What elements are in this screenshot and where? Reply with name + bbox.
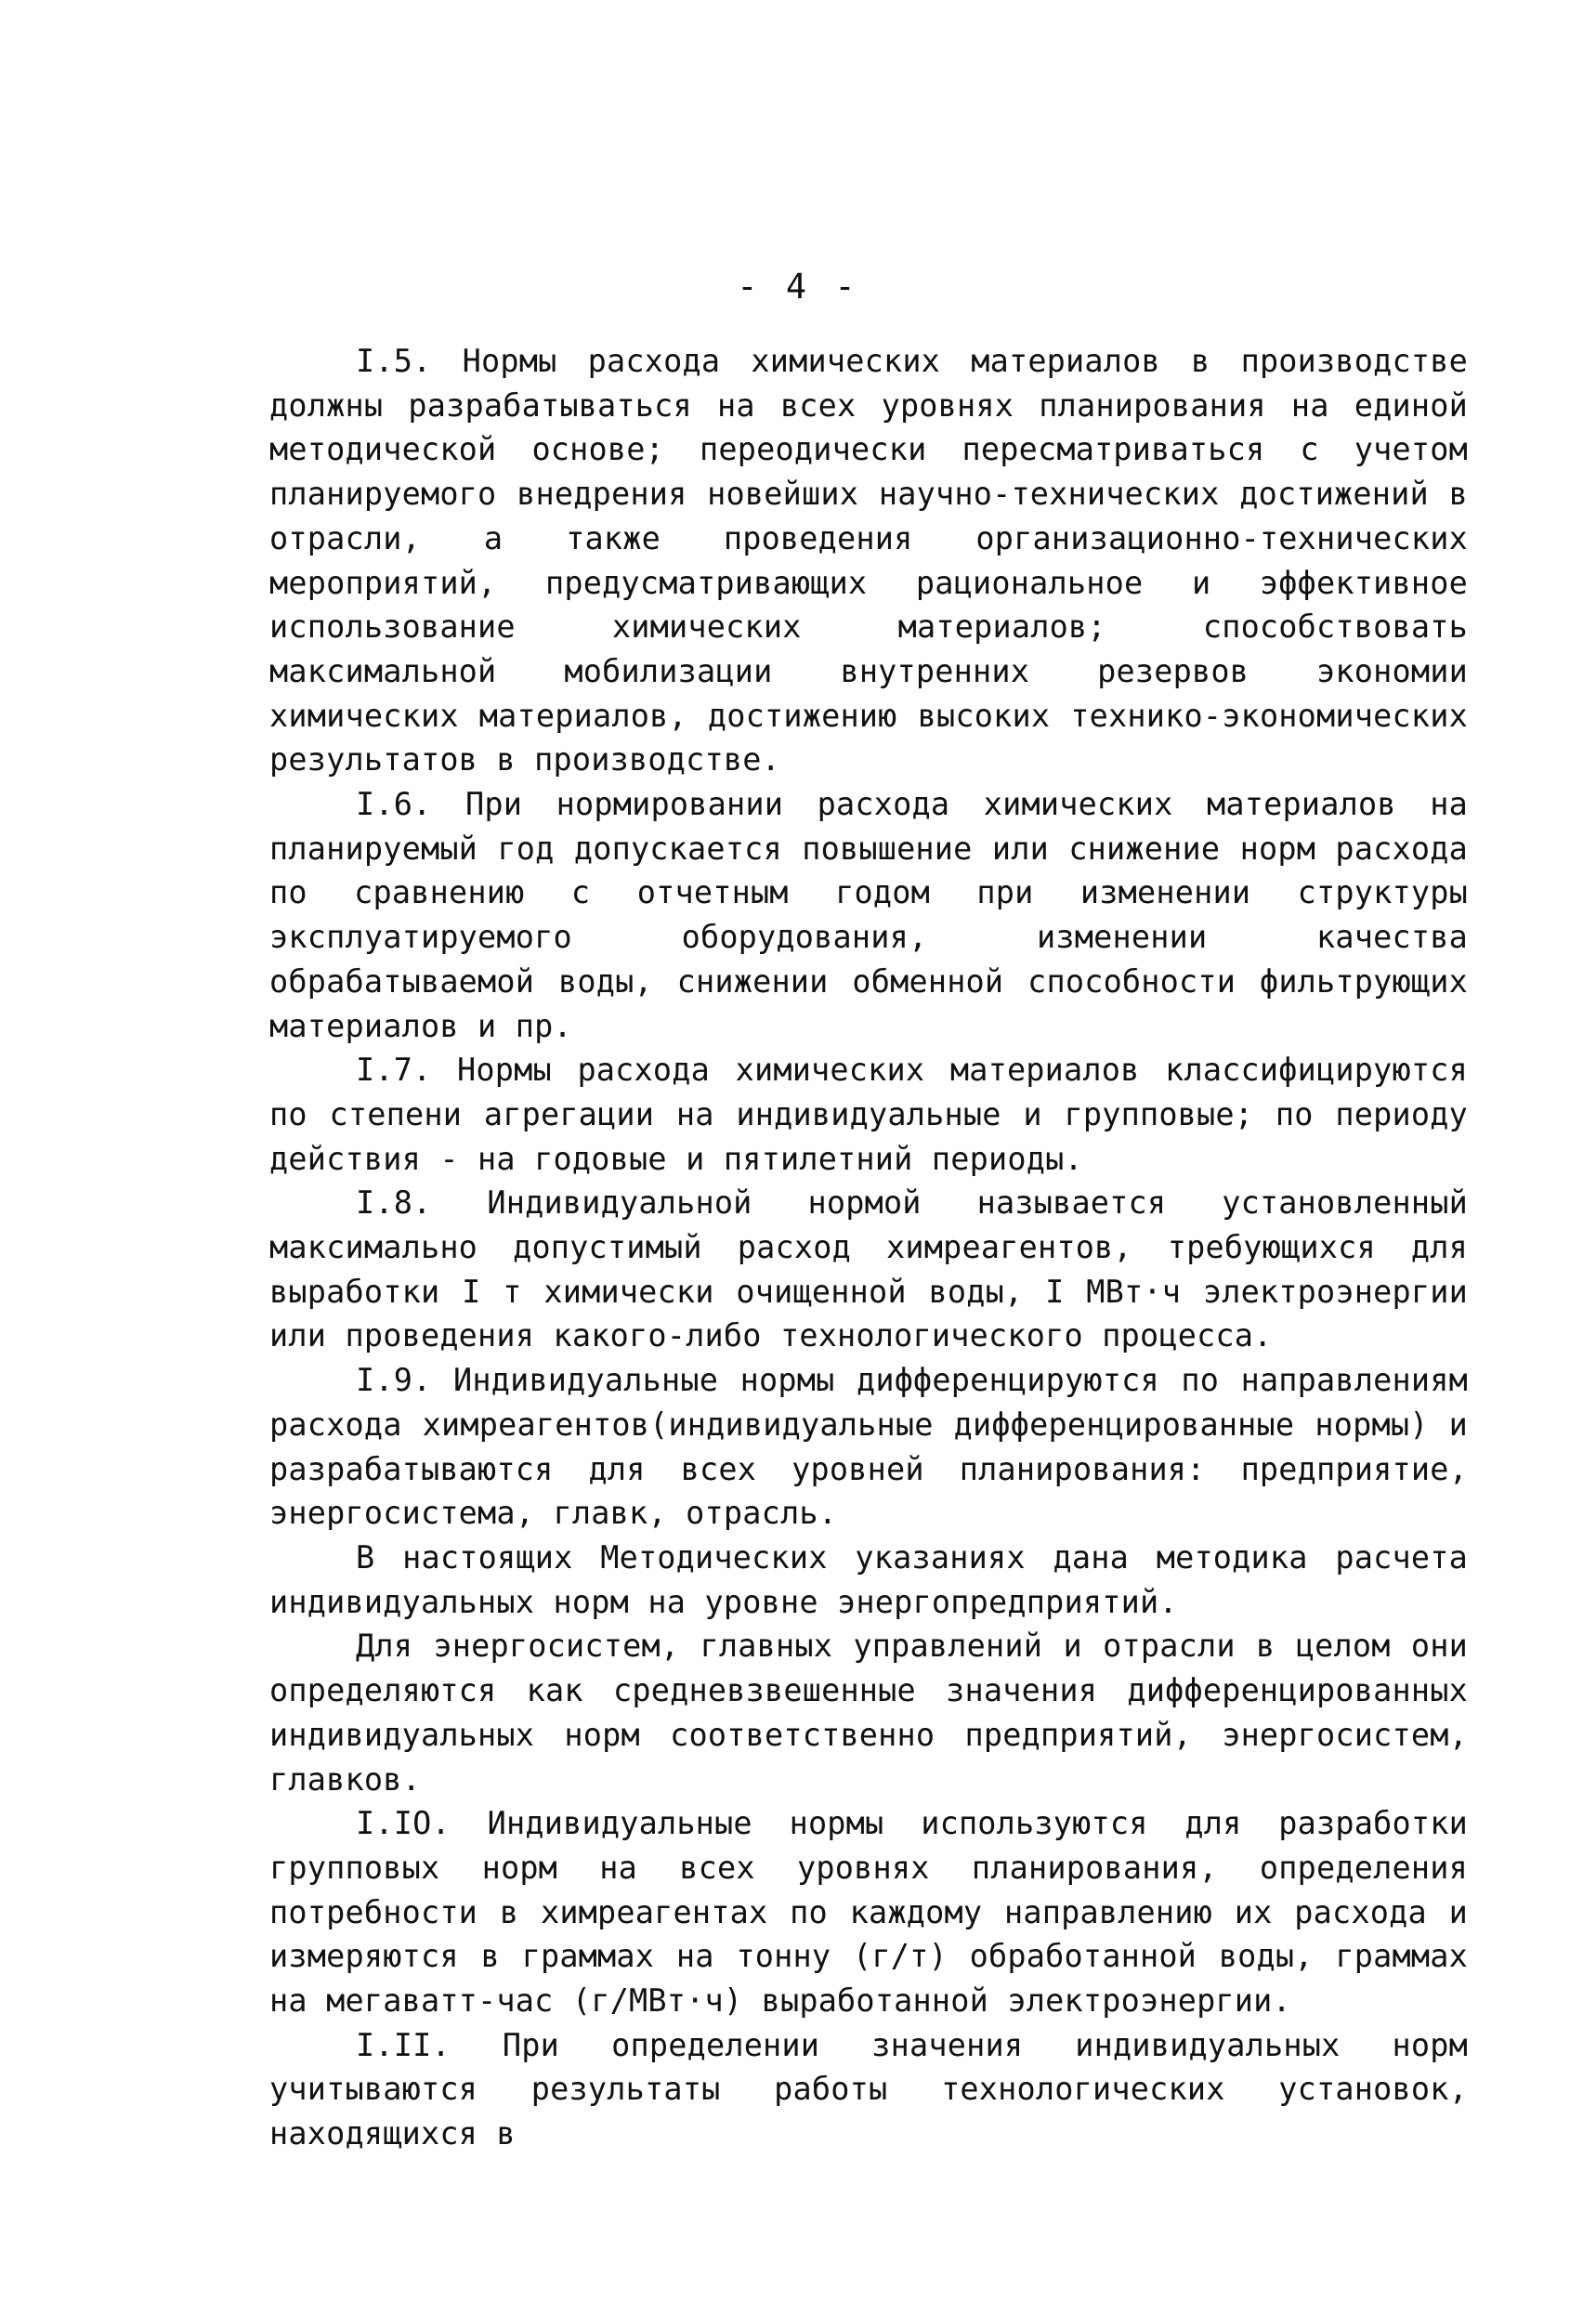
paragraph-1-10: I.IO. Индивидуальные нормы используются для разработки групповых норм на всех уровнях планирования, определения потребности в химреагентах по каждому направлению их расхода и измеряются в граммах на тонну (г/т) обработанной воды, граммах на мегаватт-час (г/МВт·ч) выработанной электроэнергии. [269,1805,1468,2020]
paragraph-methodology-note: В настоящих Методических указаниях дана методика расчета индивидуальных норм на уровне энергопредприятий. [269,1538,1468,1620]
paragraph-1-8: I.8. Индивидуальной нормой называется установленный максимально допустимый расход химреагентов, требующихся для выработки I т химически очищенной воды, I МВт·ч электроэнергии или проведения какого-либо технологического процесса. [269,1184,1468,1354]
paragraph-1-6: I.6. При нормировании расхода химических материалов на планируемый год допускается повышение или снижение норм расхода по сравнению с отчетным годом при изменении структуры эксплуатируемого оборудования, изменении качества обрабатываемой воды, снижении обменной способности фильтрующих материалов и пр. [269,786,1468,1044]
paragraph-1-5: I.5. Нормы расхода химических материалов в производстве должны разрабатываться на всех уровнях планирования на единой методической основе; переодически пересматриваться с учетом планируемого внедрения новейших научно-технических достижений в отрасли, а также проведения организационно-технических мероприятий, предусматривающих рациональное и эффективное использование химических материалов; способствовать максимальной мобилизации внутренних резервов экономии химических материалов, достижению высоких технико-экономических результатов в производстве. [269,343,1468,778]
paragraph-energy-systems: Для энергосистем, главных управлений и отрасли в целом они определяются как средневзвешенные значения дифференцированных индивидуальных норм соответственно предприятий, энергосистем, главков. [269,1628,1468,1798]
paragraph-1-7: I.7. Нормы расхода химических материалов классифицируются по степени агрегации на индивидуальные и групповые; по периоду действия - на годовые и пятилетний периоды. [269,1052,1468,1177]
page-number: - 4 - [737,267,859,307]
paragraph-1-11: I.II. При определении значения индивидуальных норм учитываются результаты работы технологических установок, находящихся в [269,2026,1468,2152]
body-text [269,339,1468,2156]
paragraph-1-9: I.9. Индивидуальные нормы дифференцируются по направлениям расхода химреагентов(индивидуальные дифференцированные нормы) и разрабатываются для всех уровней планирования: предприятие, энергосистема, главк, отрасль. [269,1362,1468,1532]
